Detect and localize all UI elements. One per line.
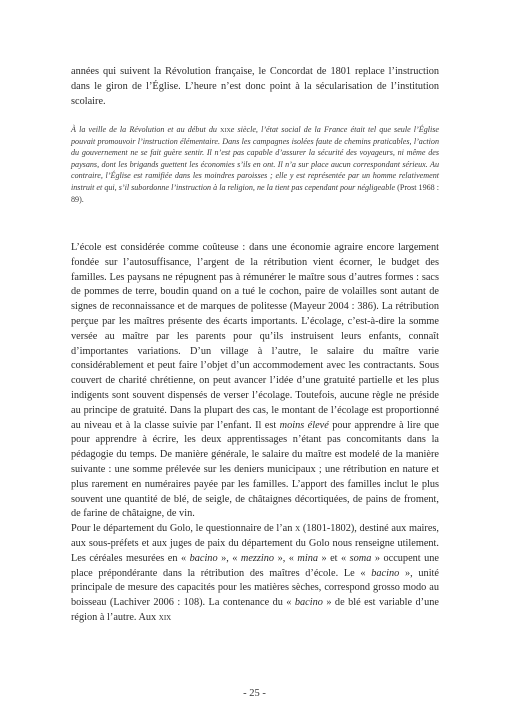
text-run: Pour le département du Golo, le questionnaire de l’an — [71, 523, 296, 535]
body-text — [71, 241, 439, 626]
year-numeral: x — [295, 523, 301, 535]
text-run: » occupent une place prépondérante dans la rétribution des maîtres d’école. Le « — [71, 552, 439, 579]
measure-term: bacino — [294, 597, 323, 609]
block-quotation — [71, 124, 439, 205]
measure-term: soma — [349, 552, 372, 564]
measure-term: mina — [297, 552, 318, 564]
text-run: pour apprendre à lire que pour apprendre à écrire, les deux apprentissages n’étant pas concomitants dans la pédagogie du temps. De manière générale, le salaire du maître est modelé de la manière suivante : une somme prélevée sur les deniers municipaux ; une rétribution en nature et plus rarement en numéraires payée par les familles. L’apport des familles inclut le plus souvent une quantité de blé, de seigle, de châtaignes décortiquées, de pains de froment, de farine de châtaigne, de vin. — [71, 419, 440, 520]
measure-term: bacino — [371, 567, 400, 579]
text-run: », « — [274, 552, 298, 564]
page-number: - 25 - — [243, 688, 266, 699]
text-run: » et « — [318, 552, 350, 564]
intro-text: années qui suivent la Révolution française, le Concordat de 1801 replace l’instruction dans le giron de l’Église. L’heure n’est donc point à la sécularisation de l’institution scolaire. — [71, 66, 439, 107]
quote-text-part: e siècle, l’état social de la France était tel que seule l’Église pouvait promouvoir l’instruction élémentaire. Dans les campagnes isolées faute de chemins praticables, l’action du gouvernement ne se fait guère sentir. Il n’est pas capable d’assurer la sécurité des voyageurs, ni même des paysans, dont les brigands guettent les économies s’ils en ont. Il n’a sur place aucun correspondant sérieux. Au contraire, l’Église est ramifiée dans les moindres paroisses ; elle y est représentée par un homme relativement instruit et qui, s’il subordonne l’instruction à la religion, ne la tient pas cependant pour négligeable — [71, 125, 439, 192]
quote-citation: (Prost 1968 : 89). — [71, 182, 439, 204]
quote-text-part: À la veille de la Révolution et au début du — [71, 125, 221, 134]
emphasis-text: moins élevé — [279, 419, 329, 431]
measure-term: bacino — [189, 552, 218, 564]
measure-term: mezzino — [240, 552, 275, 564]
intro-paragraph — [71, 64, 439, 109]
quote-century: xix — [220, 125, 231, 134]
text-run: » de blé est variable d’une région à l’autre. Aux — [71, 597, 439, 623]
paragraph-schooling-cost — [71, 241, 439, 522]
text-run: », unité principale de mesure des capacités pour les matières sèches, correspond grosso modo au boisseau (Lachiver 2006 : 108). La contenance du « — [71, 567, 439, 609]
text-run: L’école est considérée comme coûteuse : dans une économie agraire encore largement fondée sur l’autosuffisance, l’argent de la rétribution vient écorner, le budget des familles. Les paysans ne répugnent pas à rémunérer le maître sous d’autres formes : sacs de pommes de terre, boudin quand on a tué le cochon, paire de volailles sont autant de signes de reconnaissance et de marques de politesse (Mayeur 2004 : 386). La rétribution perçue par les maîtres présente des écarts importants. L’écolage, c’est-à-dire la somme versée au maître par les parents pour qu’ils instruisent leurs enfants, connaît d’importantes variations. D’un village à l’autre, le salaire du maître varie considérablement et peut faire l’objet d’un accommodement avec les contractants. Sous couvert de charité chrétienne, on peut avancer l’idée d’une gratuité partielle et les plus indigents sont souvent dispensés de verser l’écolage. Toutefois, aucune règle ne préside au principe de gratuité. Dans la plupart des cas, le montant de l’écolage est proportionné au niveau et à la classe suivie par l’enfant. Il est — [71, 242, 439, 431]
text-run: (1801-1802), destiné aux maires, aux sous-préfets et aux juges de paix du département du Golo nous renseigne utilement. Les céréales mesurées en « — [71, 523, 439, 564]
century-numeral: xix — [158, 611, 172, 623]
paragraph-golo-department — [71, 522, 439, 626]
text-run: », « — [217, 552, 241, 564]
quotation-text — [71, 124, 439, 205]
